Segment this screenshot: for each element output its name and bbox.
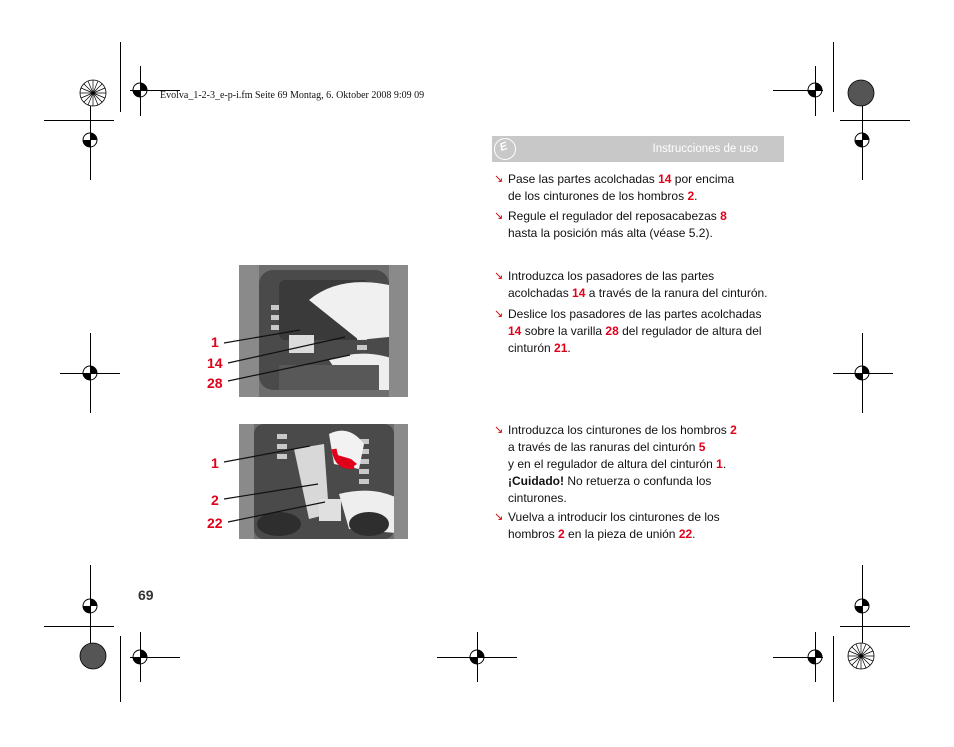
reference-number: 14 [508,324,522,338]
instruction-item [494,268,794,302]
instruction-line: hasta la posición más alta (véase 5.2). [508,226,713,240]
instruction-line: cinturones. [508,491,567,505]
bullet-arrow-icon: ↘ [494,173,504,185]
instruction-line: Vuelva a introducir los cinturones de los [508,510,720,524]
reference-number: 14 [658,172,672,186]
reference-number: 2 [558,527,565,541]
reference-number: 2 [687,189,695,203]
instruction-item [494,306,794,357]
instruction-line: ¡Cuidado! No retuerza o confunda los [508,474,712,488]
instruction-line: acolchadas 14 a través de la ranura del cinturón. [508,286,768,300]
language-badge: E [494,138,516,160]
instruction-line: Regule el regulador del reposacabezas 8 [508,209,727,223]
instruction-item [494,509,794,543]
reference-number: 8 [720,209,727,223]
instruction-line: hombros 2 en la pieza de unión 22. [508,527,696,541]
figure-2-callout-22: 22 [207,515,223,531]
bullet-arrow-icon: ↘ [494,424,504,436]
instruction-line: Deslice los pasadores de las partes acolchadas [508,307,762,321]
bullet-arrow-icon: ↘ [494,308,504,320]
instruction-line: a través de las ranuras del cinturón 5 [508,440,706,454]
bullet-arrow-icon: ↘ [494,511,504,523]
figure-2-callout-2: 2 [211,492,219,508]
instruction-line: Introduzca los pasadores de las partes [508,269,715,283]
file-info-header: Evolva_1-2-3_e-p-i.fm Seite 69 Montag, 6. Oktober 2008 9:09 09 [160,90,425,101]
instruction-line: de los cinturones de los hombros 2. [508,189,698,203]
reference-number: 2 [730,423,737,437]
instruction-line: cinturón 21. [508,341,571,355]
figure-2-photo [239,424,408,539]
instruction-line: Pase las partes acolchadas 14 por encima [508,172,735,186]
instruction-line: 14 sobre la varilla 28 del regulador de altura del [508,324,762,338]
reference-number: 1 [716,457,723,471]
figure-1-callout-14: 14 [207,355,223,371]
instruction-item [494,208,794,242]
figure-1-callout-1: 1 [211,334,219,350]
instruction-item [494,422,794,507]
section-header-bar [492,136,784,162]
figure-2-callout-1: 1 [211,455,219,471]
figure-1-callout-28: 28 [207,375,223,391]
warning-label: ¡Cuidado! [508,474,564,488]
bullet-arrow-icon: ↘ [494,210,504,222]
instruction-line: y en el regulador de altura del cinturón 1. [508,457,727,471]
page-number: 69 [138,587,154,603]
instruction-item [494,171,794,205]
figure-1-photo [239,265,408,397]
reference-number: 14 [572,286,586,300]
reference-number: 28 [605,324,619,338]
reference-number: 22 [678,527,693,541]
instruction-line: Introduzca los cinturones de los hombros 2 [508,423,737,437]
reference-number: 5 [698,440,706,454]
reference-number: 21 [554,341,568,355]
section-title: Instrucciones de uso [652,143,758,155]
bullet-arrow-icon: ↘ [494,270,504,282]
